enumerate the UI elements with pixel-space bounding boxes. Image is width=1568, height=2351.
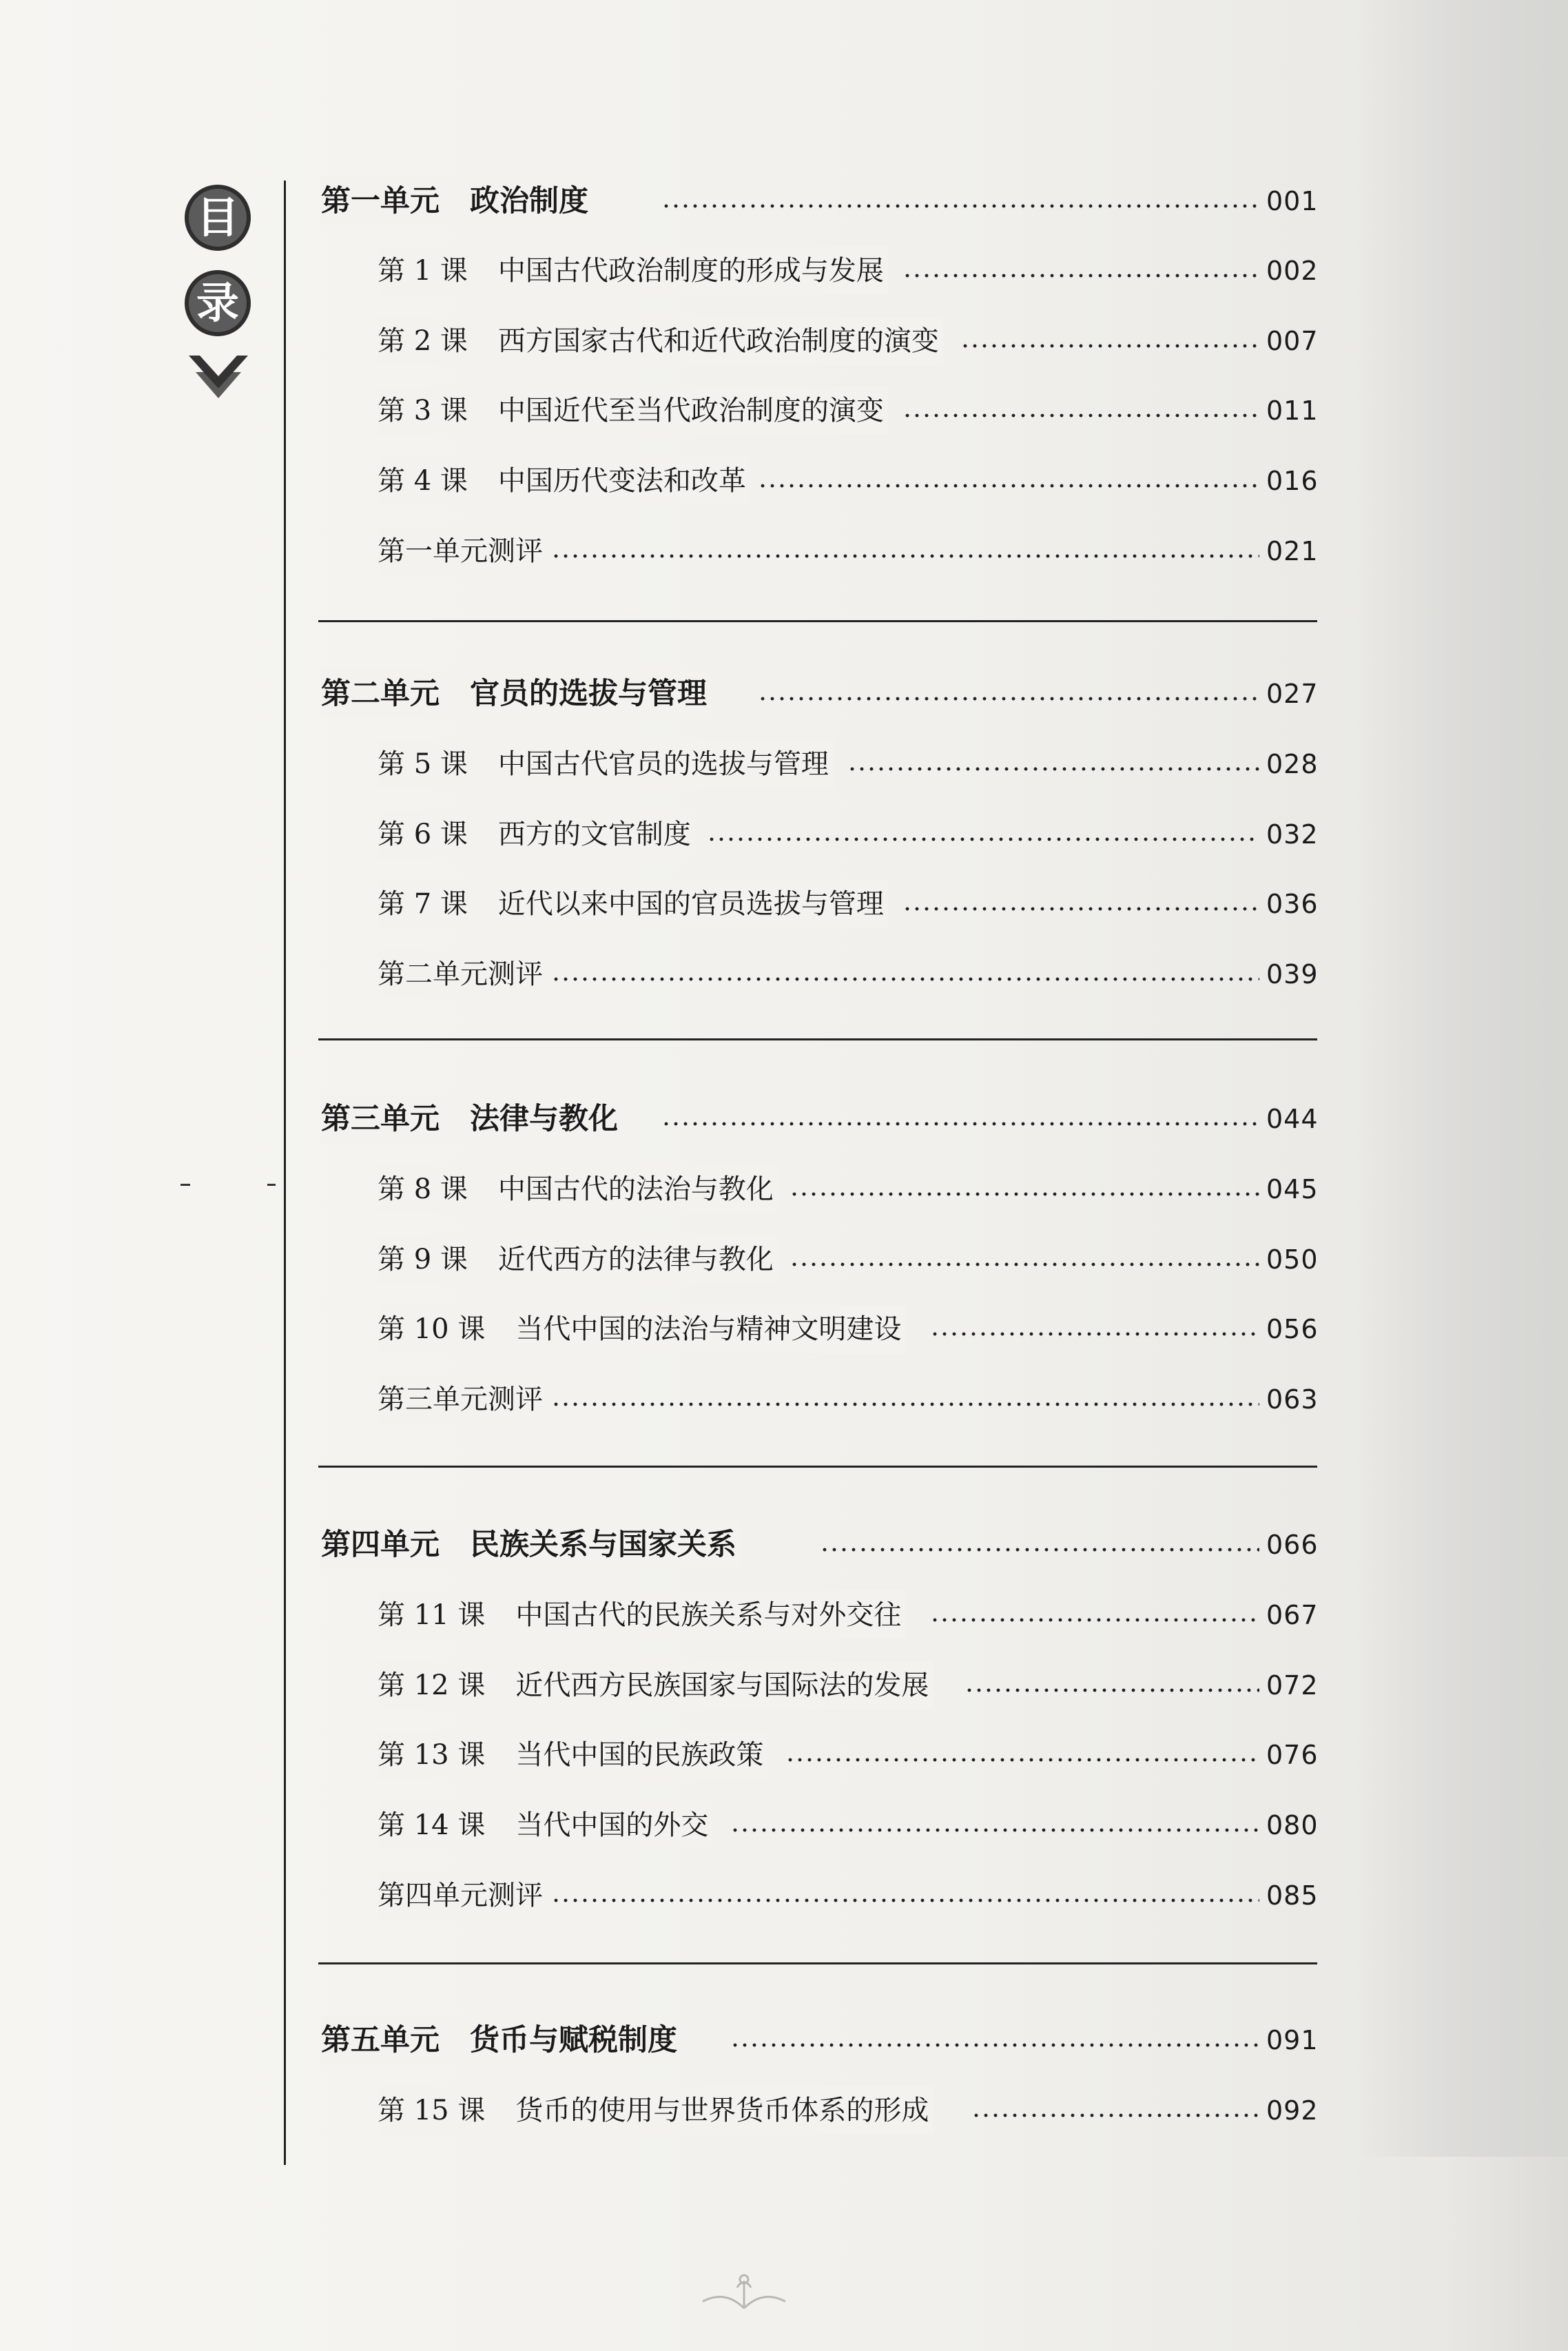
lesson-title: 近代西方的法律与教化	[497, 1244, 774, 1275]
lesson-number: 第 11 课	[378, 1599, 486, 1631]
toc-unit-review[interactable]	[0, 950, 1568, 998]
dot-leader	[790, 1262, 1259, 1267]
lesson-title: 中国古代官员的选拔与管理	[497, 748, 829, 780]
page-number: 016	[1266, 466, 1319, 496]
lesson-title: 中国古代的民族关系与对外交往	[515, 1599, 902, 1631]
lesson-number: 第 15 课	[378, 2095, 486, 2126]
unit-title: 官员的选拔与管理	[470, 677, 707, 711]
page-number: 021	[1266, 536, 1319, 566]
toc-lesson[interactable]	[0, 740, 1568, 788]
page-number: 001	[1266, 186, 1319, 216]
unit-title: 政治制度	[470, 184, 588, 218]
lesson-title: 西方的文官制度	[497, 819, 691, 850]
toc-unit-5[interactable]	[0, 2016, 1568, 2064]
dot-leader	[707, 836, 1259, 842]
lesson-number: 第 9 课	[378, 1244, 468, 1275]
dot-leader	[902, 413, 1259, 418]
lesson-number: 第 6 课	[378, 819, 468, 850]
page-number: 066	[1266, 1530, 1319, 1560]
unit-number: 第四单元	[321, 1528, 440, 1562]
dot-leader	[758, 696, 1259, 701]
lesson-number: 第 1 课	[378, 255, 468, 287]
lesson-number: 第 8 课	[378, 1173, 468, 1205]
lesson-number: 第 5 课	[378, 748, 468, 780]
page-number: 039	[1266, 959, 1319, 989]
page-number: 080	[1266, 1810, 1319, 1840]
page-number: 072	[1266, 1670, 1319, 1701]
lesson-number: 第 4 课	[378, 465, 468, 497]
toc-lesson[interactable]	[0, 1801, 1568, 1849]
page-number: 028	[1266, 749, 1319, 779]
lesson-title: 中国古代政治制度的形成与发展	[497, 255, 884, 287]
page-number: 007	[1266, 326, 1319, 356]
unit-number: 第二单元	[321, 677, 440, 711]
toc-lesson[interactable]	[0, 1591, 1568, 1639]
unit-number: 第一单元	[321, 184, 440, 218]
dot-leader	[758, 483, 1259, 489]
lesson-title: 中国古代的法治与教化	[497, 1173, 774, 1205]
floral-ornament-icon	[682, 2267, 806, 2315]
dot-leader	[820, 1547, 1259, 1552]
review-title: 第四单元测评	[378, 1871, 547, 1920]
page-number: 044	[1266, 1104, 1319, 1134]
lesson-number: 第 12 课	[378, 1670, 486, 1701]
page-number: 092	[1266, 2095, 1319, 2126]
dot-leader	[902, 906, 1259, 912]
dot-leader	[551, 976, 1259, 982]
page-number: 063	[1266, 1384, 1319, 1415]
unit-separator	[318, 1038, 1317, 1040]
lesson-title: 近代以来中国的官员选拔与管理	[497, 888, 884, 920]
lesson-number: 第 13 课	[378, 1739, 486, 1771]
lesson-title: 货币的使用与世界货币体系的形成	[515, 2095, 929, 2126]
toc-badge-lu: 录	[185, 270, 251, 336]
dot-leader	[790, 1191, 1259, 1197]
review-title: 第三单元测评	[378, 1375, 547, 1424]
lesson-title: 当代中国的民族政策	[515, 1739, 764, 1771]
dot-leader	[902, 273, 1259, 278]
page-number: 076	[1266, 1740, 1319, 1770]
dot-leader	[964, 1687, 1259, 1693]
dot-leader	[960, 343, 1259, 349]
lesson-title: 西方国家古代和近代政治制度的演变	[497, 325, 939, 357]
lesson-number: 第 14 课	[378, 1809, 486, 1841]
toc-lesson[interactable]	[0, 387, 1568, 435]
toc-unit-3[interactable]	[0, 1095, 1568, 1143]
toc-lesson[interactable]	[0, 810, 1568, 859]
dot-leader	[930, 1617, 1259, 1623]
toc-unit-4[interactable]	[0, 1521, 1568, 1569]
unit-separator	[318, 620, 1317, 622]
dot-leader	[551, 1402, 1259, 1407]
unit-number: 第三单元	[321, 1102, 440, 1136]
toc-unit-review[interactable]	[0, 1375, 1568, 1424]
lesson-title: 当代中国的外交	[515, 1809, 709, 1841]
page-number: 032	[1266, 819, 1319, 850]
lesson-number: 第 2 课	[378, 325, 468, 357]
review-title: 第二单元测评	[378, 950, 547, 998]
review-title: 第一单元测评	[378, 527, 547, 575]
dot-leader	[847, 766, 1259, 772]
toc-lesson[interactable]	[0, 1165, 1568, 1213]
toc-lesson[interactable]	[0, 1305, 1568, 1353]
lesson-title: 近代西方民族国家与国际法的发展	[515, 1670, 929, 1701]
toc-lesson[interactable]	[0, 1731, 1568, 1779]
toc-lesson[interactable]	[0, 457, 1568, 505]
unit-title: 货币与赋税制度	[470, 2023, 677, 2057]
lesson-number: 第 10 课	[378, 1313, 486, 1345]
toc-lesson[interactable]	[0, 247, 1568, 295]
page-number: 027	[1266, 679, 1319, 709]
toc-lesson[interactable]	[0, 1661, 1568, 1710]
unit-separator	[318, 1962, 1317, 1964]
lesson-number: 第 7 课	[378, 888, 468, 920]
dot-leader	[551, 553, 1259, 559]
unit-title: 法律与教化	[470, 1102, 618, 1136]
toc-unit-1[interactable]	[0, 177, 1568, 225]
toc-lesson[interactable]	[0, 1235, 1568, 1284]
page-number: 002	[1266, 256, 1319, 286]
dot-leader	[730, 2042, 1259, 2048]
unit-separator	[318, 1466, 1317, 1468]
dot-leader	[785, 1757, 1259, 1763]
page-number: 091	[1266, 2025, 1319, 2055]
dot-leader	[730, 1827, 1259, 1833]
toc-unit-review[interactable]	[0, 527, 1568, 575]
lesson-title: 当代中国的法治与精神文明建设	[515, 1313, 902, 1345]
lesson-title: 中国近代至当代政治制度的演变	[497, 395, 884, 427]
toc-badge-mu: 目	[185, 185, 251, 251]
unit-title: 民族关系与国家关系	[470, 1528, 736, 1562]
page-number: 050	[1266, 1244, 1319, 1275]
page-number: 085	[1266, 1880, 1319, 1911]
unit-number: 第五单元	[321, 2023, 440, 2057]
toc-lesson[interactable]	[0, 317, 1568, 365]
toc-unit-review[interactable]	[0, 1871, 1568, 1920]
page-number: 056	[1266, 1314, 1319, 1344]
lesson-title: 中国历代变法和改革	[497, 465, 746, 497]
dot-leader	[930, 1331, 1259, 1337]
dot-leader	[661, 1121, 1259, 1127]
toc-lesson[interactable]	[0, 2086, 1568, 2135]
page-number: 011	[1266, 396, 1319, 426]
dot-leader	[661, 203, 1259, 209]
lesson-number: 第 3 课	[378, 395, 468, 427]
dot-leader	[551, 1898, 1259, 1903]
toc-unit-2[interactable]	[0, 670, 1568, 718]
dot-leader	[971, 2113, 1259, 2118]
page-number: 045	[1266, 1174, 1319, 1204]
page-number: 036	[1266, 889, 1319, 919]
page-number: 067	[1266, 1600, 1319, 1630]
toc-lesson[interactable]	[0, 880, 1568, 928]
